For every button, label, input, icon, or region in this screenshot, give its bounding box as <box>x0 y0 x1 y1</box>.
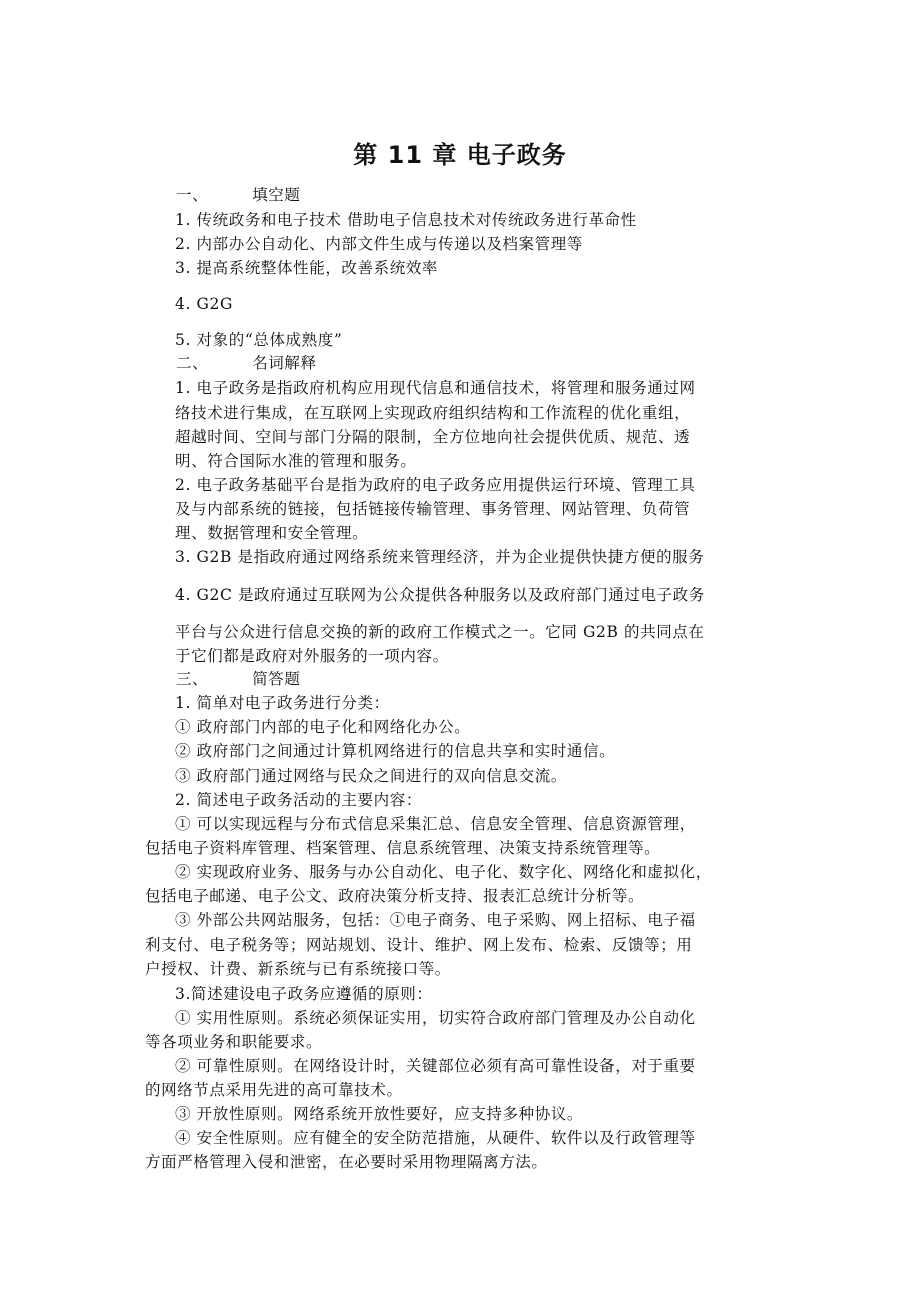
answer-line: 等各项业务和职能要求。 <box>145 1033 323 1051</box>
section-number: 三、 <box>176 670 209 688</box>
section-title: 填空题 <box>252 186 301 204</box>
answer-question: 3.简述建设电子政务应遵循的原则： <box>175 985 433 1003</box>
section-title: 简答题 <box>252 670 301 688</box>
term-line: 明、符合国际水准的管理和服务。 <box>175 452 417 470</box>
section-number: 二、 <box>176 354 209 372</box>
answer-line: 方面严格管理入侵和泄密，在必要时采用物理隔离方法。 <box>145 1153 548 1171</box>
fill-blank-item: 1. 传统政务和电子技术 借助电子信息技术对传统政务进行革命性 <box>175 211 637 229</box>
fill-blank-item: 2. 内部办公自动化、内部文件生成与传递以及档案管理等 <box>175 235 583 253</box>
answer-line: ① 政府部门内部的电子化和网络化办公。 <box>175 718 471 736</box>
term-line: 理、数据管理和安全管理。 <box>175 524 369 542</box>
term-line: 络技术进行集成，在互联网上实现政府组织结构和工作流程的优化重组， <box>175 404 691 422</box>
section-heading-short-answers <box>176 668 301 690</box>
answer-question: 2. 简述电子政务活动的主要内容： <box>175 791 422 809</box>
answer-line: ③ 政府部门通过网络与民众之间进行的双向信息交流。 <box>175 767 567 785</box>
section-heading-fill-blanks <box>176 184 301 206</box>
term-line: 3. G2B 是指政府通过网络系统来管理经济，并为企业提供快捷方便的服务 <box>175 548 705 566</box>
term-line: 超越时间、空间与部门分隔的限制，全方位地向社会提供优质、规范、透 <box>175 428 691 446</box>
answer-question: 1. 简单对电子政务进行分类： <box>175 694 390 712</box>
answer-line: ④ 安全性原则。应有健全的安全防范措施，从硬件、软件以及行政管理等 <box>175 1129 696 1147</box>
answer-line: 包括电子资料库管理、档案管理、信息系统管理、决策支持系统管理等。 <box>145 839 661 857</box>
answer-line: ① 可以实现远程与分布式信息采集汇总、信息安全管理、信息资源管理， <box>175 815 696 833</box>
term-line: 1. 电子政务是指政府机构应用现代信息和通信技术，将管理和服务通过网 <box>175 379 696 397</box>
section-title: 名词解释 <box>252 354 317 372</box>
answer-line: 的网络节点采用先进的高可靠技术。 <box>145 1081 403 1099</box>
answer-line: ③ 开放性原则。网络系统开放性要好，应支持多种协议。 <box>175 1105 584 1123</box>
answer-line: ② 实现政府业务、服务与办公自动化、电子化、数字化、网络化和虚拟化， <box>175 863 712 881</box>
term-line: 及与内部系统的链接，包括链接传输管理、事务管理、网站管理、负荷管 <box>175 500 691 518</box>
fill-blank-item: 3. 提高系统整体性能，改善系统效率 <box>175 259 439 277</box>
fill-blank-item: 4. G2G <box>175 295 233 313</box>
answer-line: ② 可靠性原则。在网络设计时，关键部位必须有高可靠性设备，对于重要 <box>175 1057 696 1075</box>
answer-line: ② 政府部门之间通过计算机网络进行的信息共享和实时通信。 <box>175 742 616 760</box>
answer-line: ③ 外部公共网站服务，包括：①电子商务、电子采购、网上招标、电子福 <box>175 911 696 929</box>
term-line: 4. G2C 是政府通过互联网为公众提供各种服务以及政府部门通过电子政务 <box>175 586 705 604</box>
fill-blank-item: 5. 对象的“总体成熟度” <box>175 331 343 349</box>
section-heading-terms <box>176 352 317 374</box>
answer-line: 户授权、计费、新系统与已有系统接口等。 <box>145 960 451 978</box>
answer-line: 包括电子邮递、电子公文、政府决策分析支持、报表汇总统计分析等。 <box>145 887 645 905</box>
answer-line: 利支付、电子税务等；网站规划、设计、维护、网上发布、检索、反馈等；用 <box>145 936 693 954</box>
section-number: 一、 <box>176 186 209 204</box>
term-line: 2. 电子政务基础平台是指为政府的电子政务应用提供运行环境、管理工具 <box>175 476 696 494</box>
answer-line: ① 实用性原则。系统必须保证实用，切实符合政府部门管理及办公自动化 <box>175 1009 696 1027</box>
chapter-title: 第 11 章 电子政务 <box>353 141 567 169</box>
term-line: 于它们都是政府对外服务的一项内容。 <box>175 647 449 665</box>
term-line: 平台与公众进行信息交换的新的政府工作模式之一。它同 G2B 的共同点在 <box>175 623 705 641</box>
